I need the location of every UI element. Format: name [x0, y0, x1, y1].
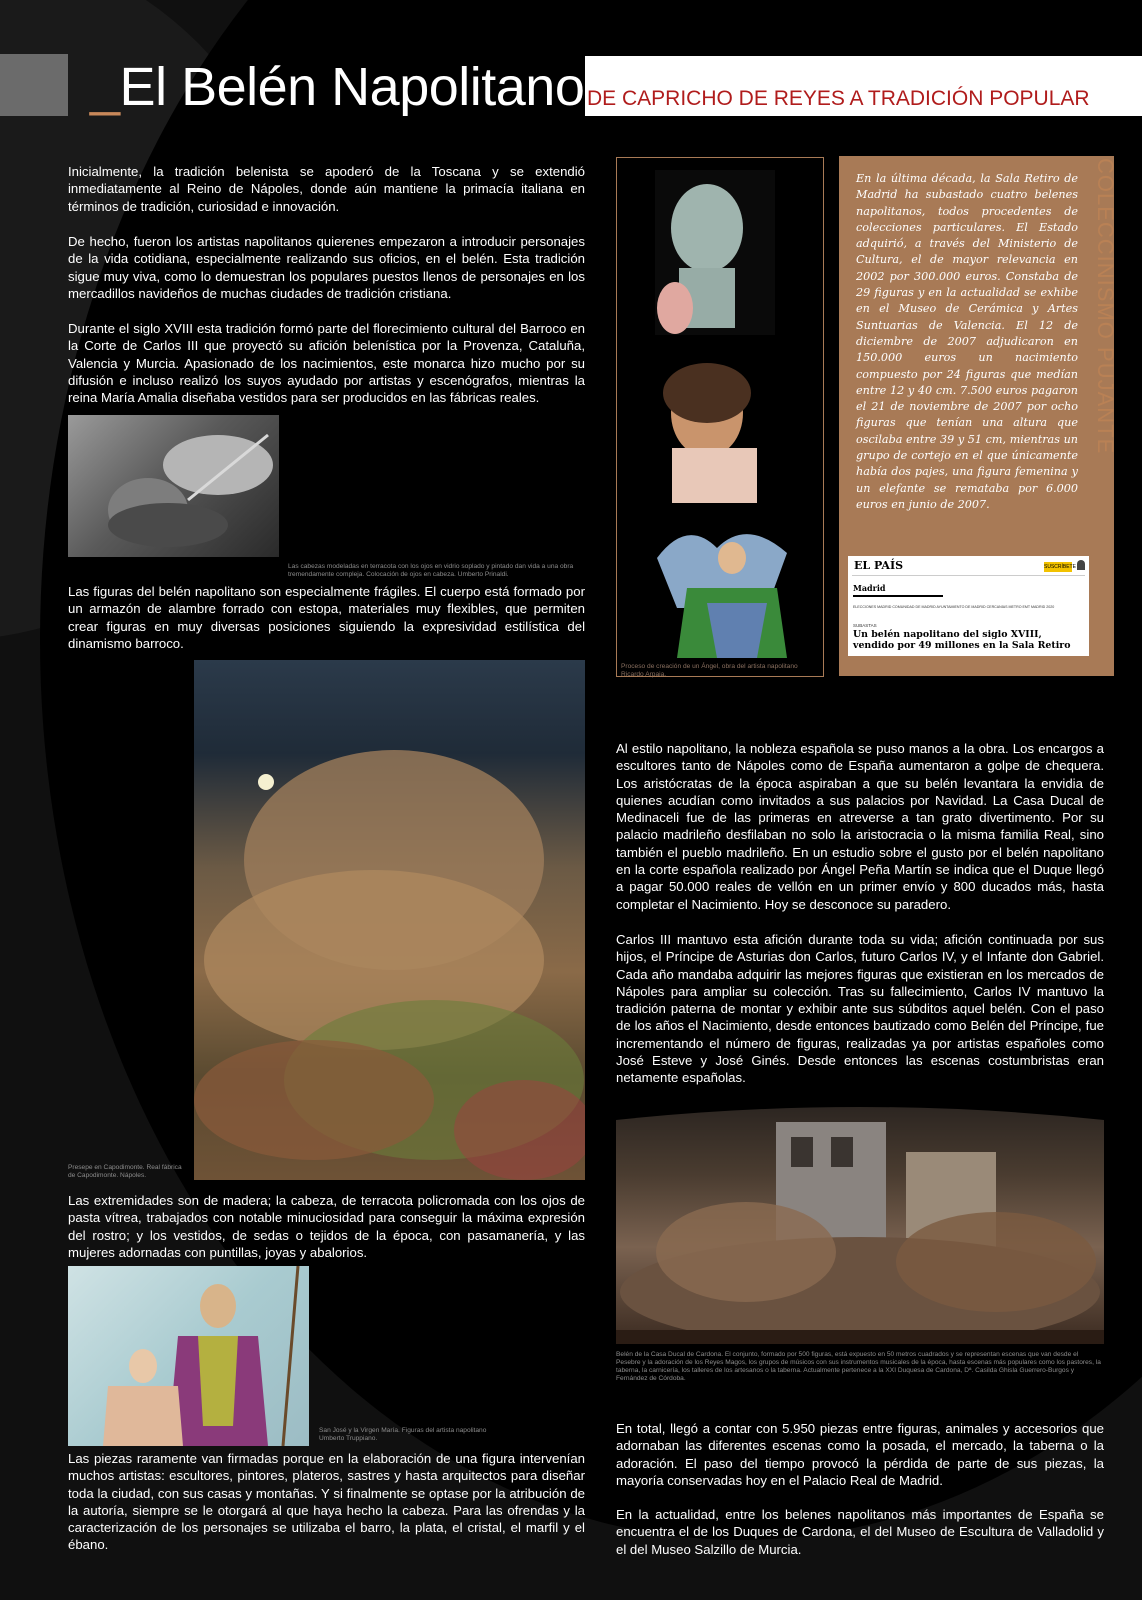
left-paragraph-2: De hecho, fueron los artistas napolitanos quierenes empezaron a introducir personajes de la vida cotidiana, especialmente realizando sus oficios, en el belén. Esta tradición sigue muy viva, como lo demuestran los populares puestos llenos de personajes en los mercadillos navideños de muchas ciudades de tradición cristiana.	[68, 234, 585, 301]
caption-capodimonte: Presepe en Capodimonte. Real fábrica de Capodimonte. Nápoles.	[68, 1164, 182, 1179]
section-underline	[853, 595, 943, 597]
left-paragraph-1: Inicialmente, la tradición belenista se apoderó de la Toscana y se extendió inmediatamente al Reino de Nápoles, donde aún mantiene la primacía italiana en términos de tradición, curiosidad e innovación.	[68, 164, 585, 214]
caption-angel-figures: Proceso de creación de un Ángel, obra del artista napolitano Ricardo Arpaia.	[621, 663, 798, 678]
left-paragraph-5: Las extremidades son de madera; la cabeza, de terracota policromada con los ojos de pasta vítrea, trabajados con notable minuciosidad para conseguir la máxima expresión del rostro; y los vestidos, de sedas o tejidos de la época, con pasamanería, y las mujeres adornadas con puntillas, joyas y abalorios.	[68, 1193, 585, 1260]
subscribe-badge: SUSCRÍBETE	[1044, 564, 1076, 570]
title-underscore: _	[90, 57, 120, 117]
clipping-section: Madrid	[853, 583, 886, 593]
subtitle: DE CAPRICHO DE REYES A TRADICIÓN POPULAR	[587, 87, 1090, 110]
left-paragraph-6: Las piezas raramente van firmadas porque en la elaboración de una figura intervenían muchos artistas: escultores, pintores, plateros, sastres y hasta arquitectos para diseñar toda la ciudad, con sus casas y montañas. Y si finalmente se optase por la atribución de la autoría, siempre se le otorgará al que haya hecho la cabeza. Para las ofrendas y la caracterización de los personajes se utilizaba el barro, la plata, el cristal, el marfil y el ébano.	[68, 1451, 585, 1553]
sculpting-photo	[68, 415, 279, 557]
el-pais-logo: EL PAÍS	[854, 559, 904, 572]
capodimonte-nativity-photo	[194, 660, 585, 1180]
caption-sculpting: Las cabezas modeladas en terracota con los ojos en vidrio soplado y pintado dan vida a una obra tremendamente compleja. Colocación de ojos en cabeza. Umberto Prinaldi.	[288, 563, 574, 578]
left-paragraph-4: Las figuras del belén napolitano son especialmente frágiles. El cuerpo está formado por un armazón de alambre forrado con estopa, materiales muy flexibles, que permiten crear figuras en muy diversas posiciones siguiendo la expresividad estilística del dinamismo barroco.	[68, 584, 585, 651]
right-paragraph-1: Al estilo napolitano, la nobleza española se puso manos a la obra. Los encargos a escultores tanto de Nápoles como de España aumentaron a golpe de chequera. Los aristócratas de la época aspiraban a que su belén levantara la envidia de quienes acudían como invitados a sus palacios por Navidad. La Casa Ducal de Medinaceli fue de las primeras en atreverse a tan grato divertimento. Por su palacio madrileño desfilaban no solo la aristocracia o la misma familia Real, sino también el pueblo madrileño. En un estudio sobre el gusto por el belén napolitano en la corte española realizado por Ángel Peña Martín se indica que el Duque llegó a pagar 50.000 reales de vellón en un primer envío y 800 ducados más, hasta completar el Nacimiento. Hoy se desconoce su paradero.	[616, 741, 1104, 912]
right-paragraph-2: Carlos III mantuvo esta afición durante toda su vida; afición continuada por sus hijos, el Príncipe de Asturias don Carlos, futuro Carlos IV, y el Infante don Gabriel. Cada año mandaba adquirir las mejores figuras que existieran en los mercados de Nápoles para ampliar su colección. Tras su fallecimiento, Carlos IV mantuvo la tradición paterna de montar y exhibir ante sus súbditos aquel belén. Con el paso de los años el Nacimiento, desde entonces bautizado como Belén del Príncipe, fue incrementando el número de figuras, realizadas ya por artistas españoles como José Esteve y José Ginés. Desde entonces las escenas costumbristas eran netamente españolas.	[616, 932, 1104, 1086]
caption-cardona: Belén de la Casa Ducal de Cardona. El conjunto, formado por 500 figuras, está expuesto en 50 metros cuadrados y se representan escenas que van desde el Pesebre y la adoración de los Reyes Magos, los grupos de músicos con sus instrumentos musicales de la época, hasta escenas más populares como los pastores, la taberna, la carnicería, los talleres de los artesanos o la taberna. Actualmente pertenece a la XXI Duquesa de Cardona, Dª. Casilda Ghisla Guerrero-Burgos y Fernández de Córdoba.	[616, 1351, 1101, 1382]
caption-joseph-mary: San José y la Virgen María. Figuras del artista napolitano Umberto Truppiano.	[319, 1427, 487, 1442]
title-text: El Belén Napolitano	[119, 57, 585, 117]
clipping-headline: Un belén napolitano del siglo XVIII, vendido por 49 millones en la Sala Retiro	[853, 629, 1071, 651]
joseph-mary-photo	[68, 1266, 309, 1446]
header-gray-block	[0, 54, 68, 116]
cardona-nativity-photo	[616, 1102, 1104, 1344]
side-title-text: COLECCINISMO PUJANTE	[1093, 158, 1118, 455]
clipping-kicker: SUBASTAS	[853, 623, 877, 628]
auction-sidebox-text: En la última década, la Sala Retiro de Madrid ha subastado cuatro belenes napolitanos, todos procedentes de colecciones particulares. El Estado adquirió, a través del Ministerio de Cultura, el de mayor relevancia en 2002 por 300.000 euros. Constaba de 29 figuras y en la actualidad se exhibe en el Museo de Cerámica y Artes Suntuarias de Valencia. El 12 de diciembre de 2007 adjudicaron en 150.000 euros un nacimiento compuesto por 24 figuras que medían entre 12 y 40 cm. 7.500 euros pagaron el 21 de noviembre de 2007 por ocho figuras que tenían una altura que oscilaba entre 39 y 51 cm, mientras un grupo de cortejo en el que únicamente había dos pajes, una figura femenina y un elefante se remataba por 6.000 euros en junio de 2007.	[856, 172, 1078, 511]
right-paragraph-3: En total, llegó a contar con 5.950 piezas entre figuras, animales y accesorios que adornaban las diferentes escenas como la posada, el mercado, la taberna o la adoración. El paso del tiempo provocó la pérdida de parte de sus piezas, la mayoría conservadas hoy en el Palacio Real de Madrid.	[616, 1421, 1104, 1488]
divider	[852, 575, 1085, 576]
right-paragraph-4: En la actualidad, entre los belenes napolitanos más importantes de España se encuentra el de los Duques de Cardona, el del Museo de Escultura de Valladolid y el del Museo Salzillo de Murcia.	[616, 1507, 1104, 1557]
side-title	[1088, 158, 1128, 478]
left-paragraph-3: Durante el siglo XVIII esta tradición formó parte del florecimiento cultural del Barroco en la Corte de Carlos III que proyectó su afición belenística por la Provenza, Cataluña, Valencia y Murcia. Apasionado de los nacimientos, este monarca hizo mucho por su difusión e incluso realizó los suyos ayudado por artistas y escenógrafos, mientras la reina María Amalia diseñaba vestidos para ser producidos en las fábricas reales.	[68, 321, 585, 406]
angel-figures-panel	[616, 157, 824, 677]
page-title	[90, 56, 584, 118]
el-pais-clipping	[848, 556, 1089, 656]
clipping-nav: ELECCIONES MADRID COMUNIDAD DE MADRID AYUNTAMIENTO DE MADRID CERCANÍAS METRO EMT MADRID 2020	[853, 605, 1055, 609]
user-icon	[1077, 560, 1085, 570]
